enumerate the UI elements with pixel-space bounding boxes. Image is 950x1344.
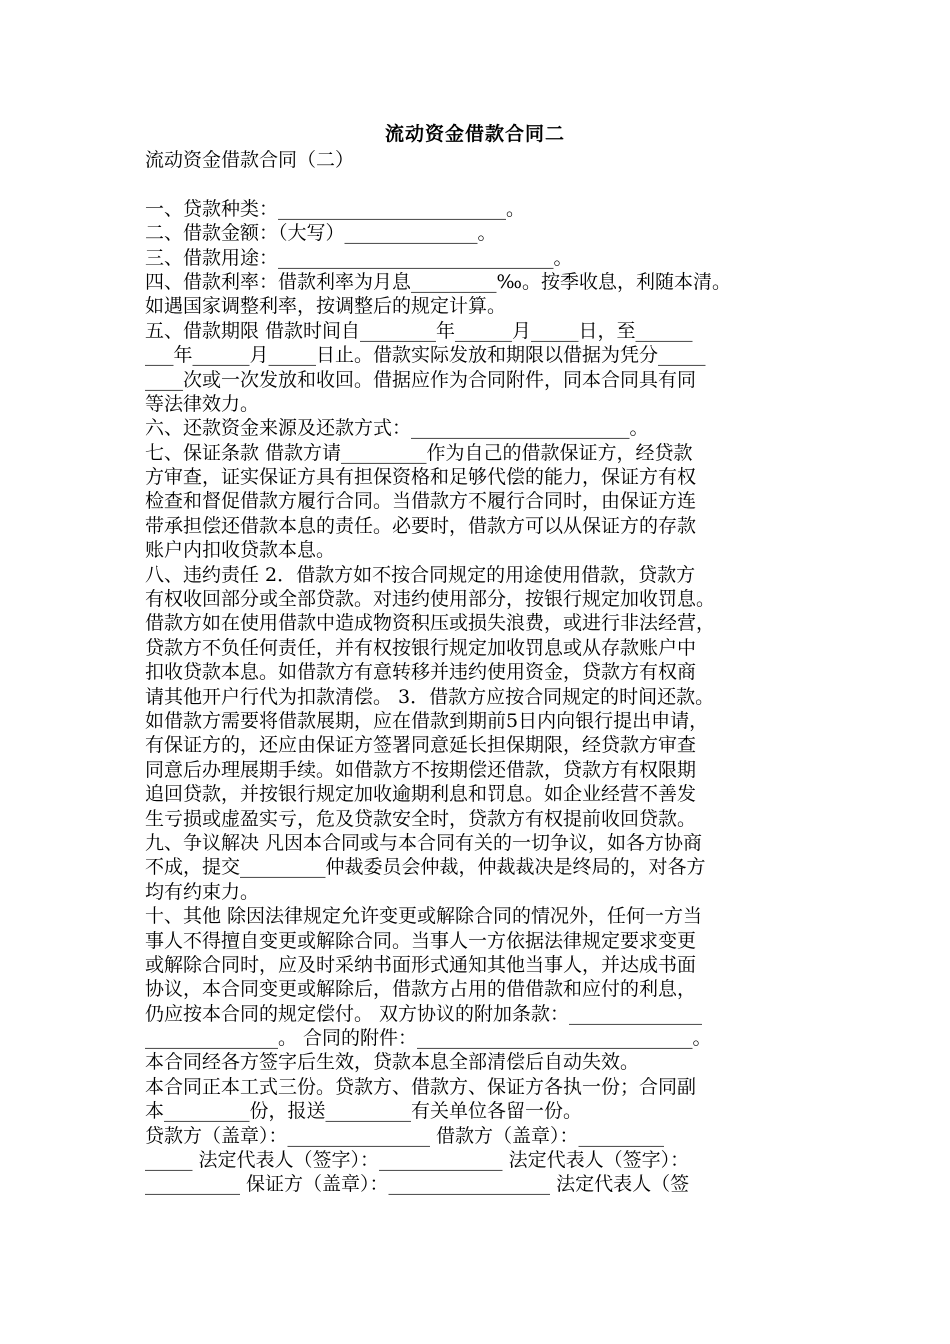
body-line: 贷款方不负任何责任，并有权按银行规定加收罚息或从存款账户中 [145,636,697,659]
body-line: 九、争议解决 凡因本合同或与本合同有关的一切争议，如各方协商 [145,831,703,854]
document-body [145,148,807,1197]
body-line: 本合同正本工式三份。贷款方、借款方、保证方各执一份；合同副 [145,1075,697,1098]
body-line: ___年______月_____日止。借款实际发放和期限以借据为凭分_____ [145,344,706,367]
body-line: 八、违约责任 2．借款方如不按合同规定的用途使用借款，贷款方 [145,563,696,586]
body-line: 三、借款用途：_____________________________。 [145,246,573,269]
body-line: ____次或一次发放和收回。借据应作为合同附件，同本合同具有同 [145,368,697,391]
document-title: 流动资金借款合同二 [384,123,565,145]
body-line: 十、其他 除因法律规定允许变更或解除合同的情况外，任何一方当 [145,905,703,928]
body-line: 一、贷款种类：________________________。 [145,197,526,220]
body-line: 五、借款期限 借款时间自________年______月_____日，至______ [145,319,693,342]
body-line: 协议，本合同变更或解除后，借款方占用的借借款和应付的利息， [145,978,697,1001]
body-line: 方审查，证实保证方具有担保资格和足够代偿的能力，保证方有权 [145,466,697,489]
body-line: 本_________份，报送_________有关单位各留一份。 [145,1100,583,1123]
body-line: 或解除合同时，应及时采纳书面形式通知其他当事人，并达成书面 [145,953,697,976]
body-line: 贷款方（盖章）：_______________ 借款方（盖章）：_________ [145,1124,665,1147]
body-line: 流动资金借款合同（二） [145,149,355,171]
body-line: 等法律效力。 [145,392,260,415]
body-line: 有保证方的，还应由保证方签署同意延长担保期限，经贷款方审查 [145,734,697,757]
body-line: ______________。 合同的附件：_____________________________。 [145,1027,712,1050]
body-line: __________ 保证方（盖章）：_________________ 法定代表人（签 [145,1173,690,1196]
body-line: 如借款方需要将借款展期，应在借款到期前5日内向银行提出申请， [145,709,709,732]
body-line: 七、保证条款 借款方请_________作为自己的借款保证方，经贷款 [145,441,693,464]
body-line: 不成，提交_________仲裁委员会仲裁，仲裁裁决是终局的，对各方 [145,856,706,879]
body-line: 带承担偿还借款本息的责任。必要时，借款方可以从保证方的存款 [145,514,697,537]
body-line: 本合同经各方签字后生效，贷款本息全部清偿后自动失效。 [145,1051,640,1074]
body-line: 事人不得擅自变更或解除合同。当事人一方依据法律规定要求变更 [145,929,697,952]
body-line: 仍应按本合同的规定偿付。 双方协议的附加条款：______________ [145,1002,703,1025]
body-line: _____ 法定代表人（签字）：_____________ 法定代表人（签字）： [145,1149,690,1172]
body-line: 同意后办理展期手续。如借款方不按期偿还借款，贷款方有权限期 [145,758,697,781]
body-line: 四、借款利率：借款利率为月息_________‰。按季收息，利随本清。 [145,270,731,293]
body-line: 扣收贷款本息。如借款方有意转移并违约使用资金，贷款方有权商 [145,661,697,684]
body-line: 借款方如在使用借款中造成物资积压或损失浪费，或进行非法经营， [145,612,716,635]
body-line [145,172,807,196]
body-line: 生亏损或虚盈实亏，危及贷款安全时，贷款方有权提前收回贷款。 [145,807,697,830]
body-line: 六、还款资金来源及还款方式：_______________________。 [145,417,649,440]
body-line: 检查和督促借款方履行合同。当借款方不履行合同时，由保证方连 [145,490,697,513]
body-line: 请其他开户行代为扣款清偿。 3．借款方应按合同规定的时间还款。 [145,685,715,708]
body-line: 均有约束力。 [145,880,260,903]
body-line: 如遇国家调整利率，按调整后的规定计算。 [145,295,507,318]
body-line: 追回贷款，并按银行规定加收逾期利息和罚息。如企业经营不善发 [145,783,697,806]
body-line: 有权收回部分或全部贷款。对违约使用部分，按银行规定加收罚息。 [145,588,716,611]
body-line: 账户内扣收贷款本息。 [145,539,336,562]
body-line: 二、借款金额：（大写）______________。 [145,222,497,245]
